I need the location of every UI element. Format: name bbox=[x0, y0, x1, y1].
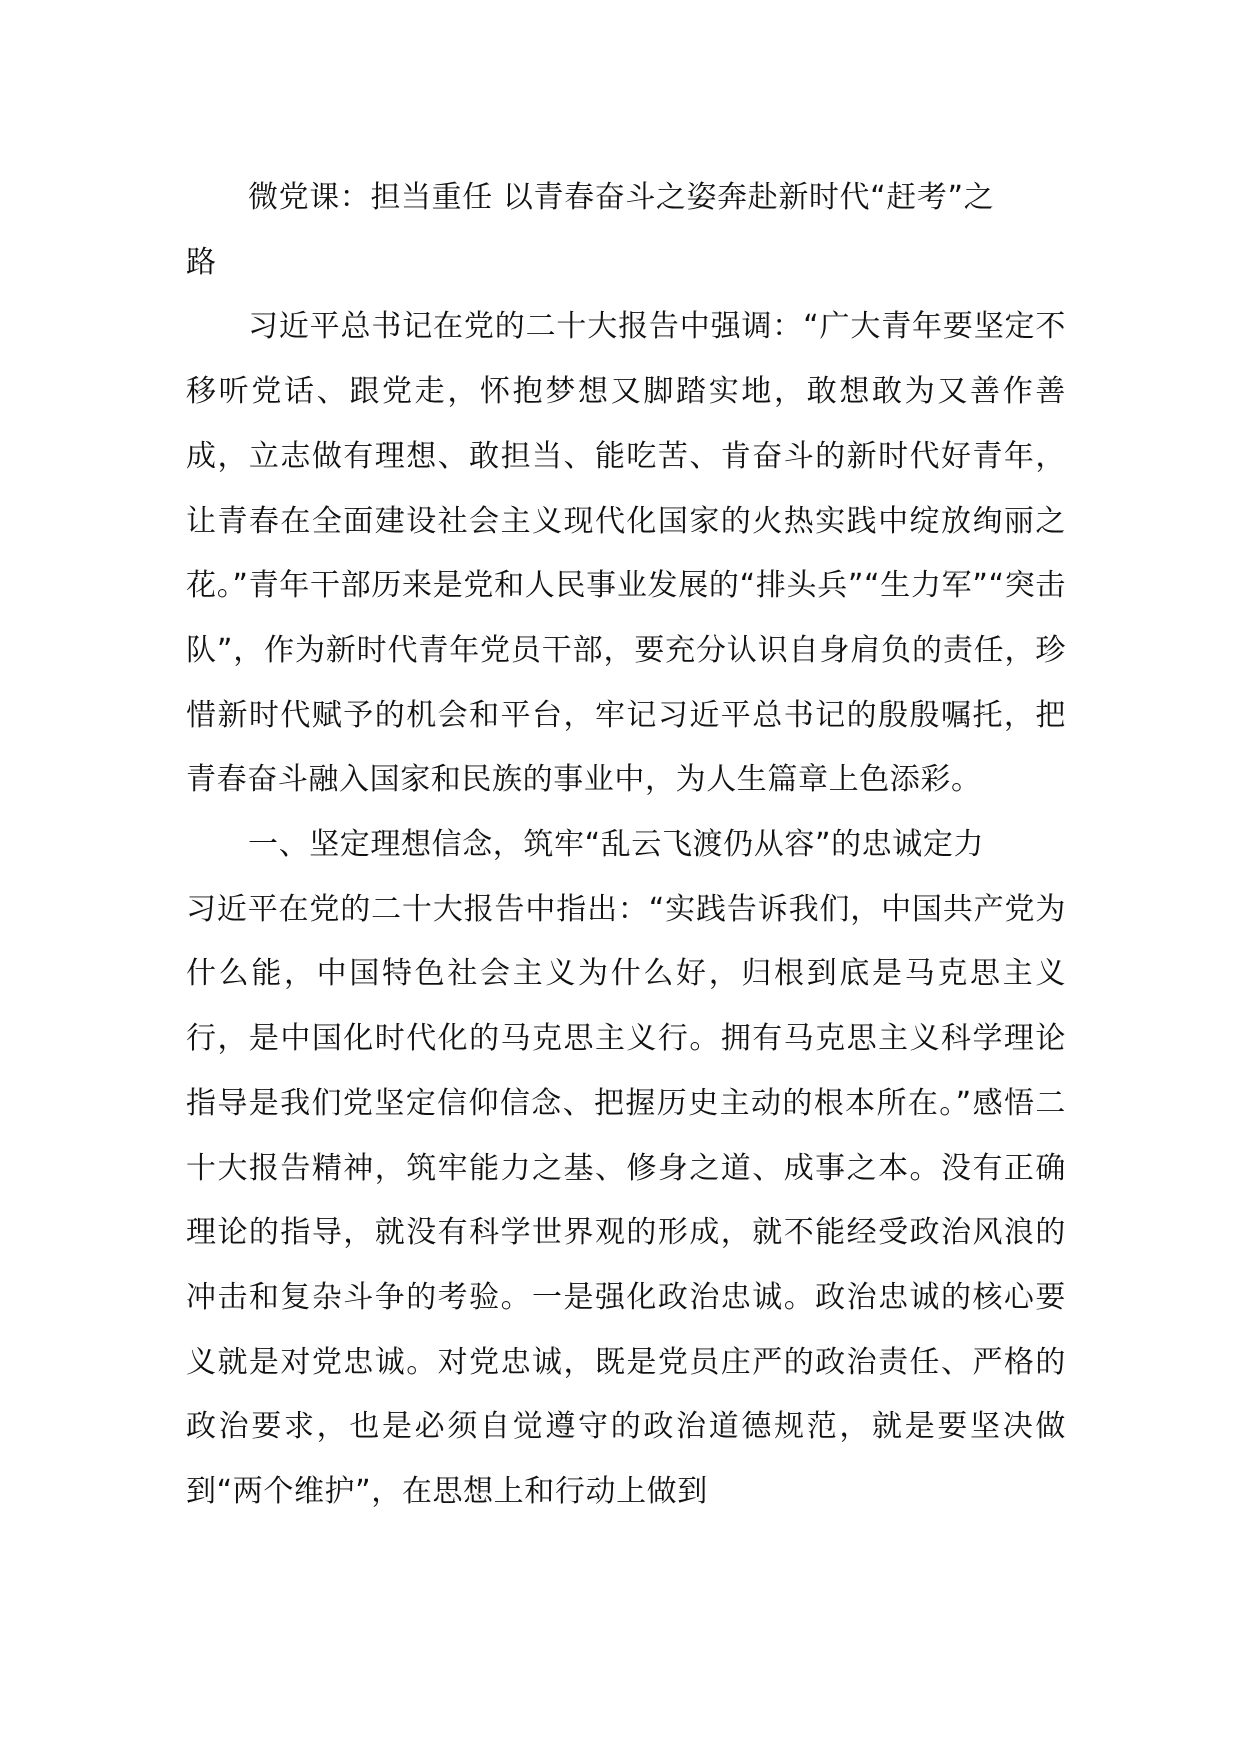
section-paragraph: 习近平在党的二十大报告中指出：“实践告诉我们，中国共产党为什么能，中国特色社会主义为什么好，归根到底是马克思主义行，是中国化时代化的马克思主义行。拥有马克思主义科学理论指导是我们党坚定信仰信念、把握历史主动的根本所在。”感悟二十大报告精神，筑牢能力之基、修身之道、成事之本。没有正确理论的指导，就没有科学世界观的形成，就不能经受政治风浪的冲击和复杂斗争的考验。一是强化政治忠诚。政治忠诚的核心要义就是对党忠诚。对党忠诚，既是党员庄严的政治责任、严格的政治要求，也是必须自觉遵守的政治道德规范，就是要坚决做到“两个维护”，在思想上和行动上做到 bbox=[186, 891, 1066, 1510]
document-title-line-1: 微党课：担当重任 以青春奋斗之姿奔赴新时代“赶考”之 bbox=[248, 180, 995, 215]
document-title-line-2: 路 bbox=[186, 244, 217, 280]
section-heading: 一、坚定理想信念，筑牢“乱云飞渡仍从容”的忠诚定力 bbox=[248, 827, 985, 863]
document-body bbox=[186, 166, 1066, 1525]
intro-paragraph: 习近平总书记在党的二十大报告中强调：“广大青年要坚定不移听党话、跟党走，怀抱梦想又脚踏实地，敢想敢为又善作善成，立志做有理想、敢担当、能吃苦、肯奋斗的新时代好青年，让青春在全面建设社会主义现代化国家的火热实践中绽放绚丽之花。”青年干部历来是党和人民事业发展的“排头兵”“生力军”“突击队”，作为新时代青年党员干部，要充分认识自身肩负的责任，珍惜新时代赋予的机会和平台，牢记习近平总书记的殷殷嘱托，把青春奋斗融入国家和民族的事业中，为人生篇章上色添彩。 bbox=[186, 309, 1066, 798]
